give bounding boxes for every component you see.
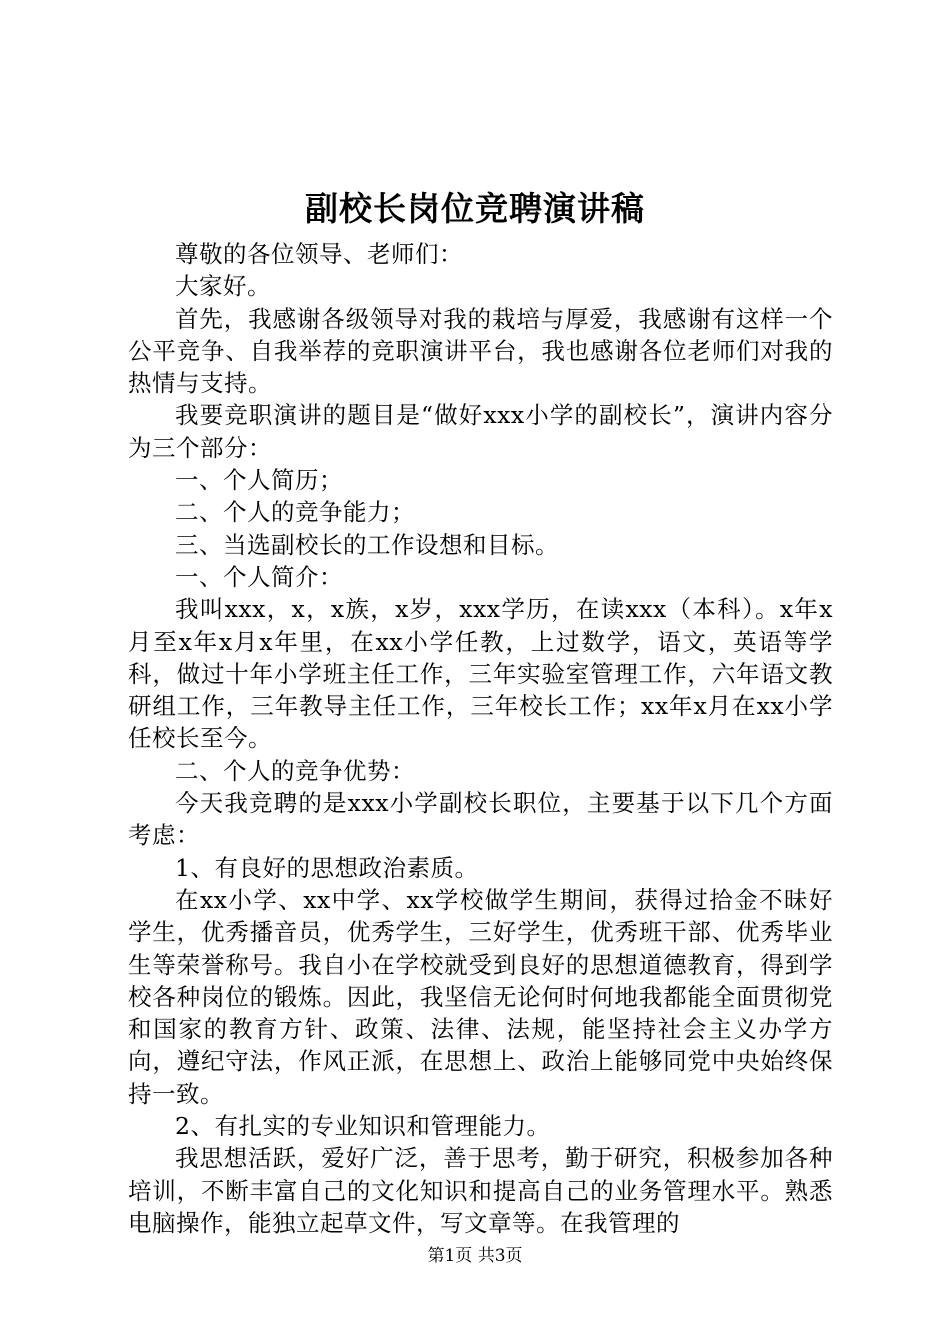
paragraph-outline-2: 二、个人的竞争能力； (175, 498, 415, 527)
section-heading-intro: 一、个人简介： (175, 562, 343, 591)
paragraph-intro: 我叫xxx，x，x族，x岁，xxx学历，在读xxx（本科）。x年x月至x年x月x年里，在xx小学任教，上过数学，语文，英语等学科，做过十年小学班主任工作，三年实验室管理工作，六年语文教研组工作，三年教导主任工作，三年校长工作；xx年x月在xx小学任校长至今。 (128, 595, 833, 753)
subheading-political: 1、有良好的思想政治素质。 (175, 853, 479, 882)
paragraph-professional: 我思想活跃，爱好广泛，善于思考，勤于研究，积极参加各种培训，不断丰富自己的文化知识和提高自己的业务管理水平。熟悉电脑操作，能独立起草文件，写文章等。在我管理的 (128, 1144, 833, 1237)
document-body (128, 238, 833, 1239)
paragraph-greeting: 大家好。 (175, 272, 271, 301)
paragraph-political: 在xx小学、xx中学、xx学校做学生期间，获得过拾金不昧好学生，优秀播音员，优秀学生，三好学生，优秀班干部、优秀毕业生等荣誉称号。我自小在学校就受到良好的思想道德教育，得到学校各种岗位的锻炼。因此，我坚信无论何时何地我都能全面贯彻党和国家的教育方针、政策、法律、法规，能坚持社会主义办学方向，遵纪守法，作风正派，在思想上、政治上能够同党中央始终保持一致。 (128, 885, 833, 1108)
paragraph-thanks: 首先，我感谢各级领导对我的栽培与厚爱，我感谢有这样一个公平竞争、自我举荐的竞职演讲平台，我也感谢各位老师们对我的热情与支持。 (128, 304, 833, 398)
section-heading-advantages: 二、个人的竞争优势： (175, 756, 415, 785)
paragraph-outline-1: 一、个人简历； (175, 466, 343, 495)
paragraph-advantages-lead: 今天我竞聘的是xxx小学副校长职位，主要基于以下几个方面考虑： (128, 789, 833, 850)
paragraph-outline-3: 三、当选副校长的工作设想和目标。 (175, 530, 559, 559)
document-title: 副校长岗位竞聘演讲稿 (305, 189, 645, 228)
paragraph-salutation: 尊敬的各位领导、老师们： (175, 240, 463, 268)
page-footer: 第1页 共3页 (427, 1246, 523, 1266)
subheading-professional: 2、有扎实的专业知识和管理能力。 (175, 1112, 551, 1141)
paragraph-topic: 我要竞职演讲的题目是“做好xxx小学的副校长”，演讲内容分为三个部分： (128, 401, 833, 462)
